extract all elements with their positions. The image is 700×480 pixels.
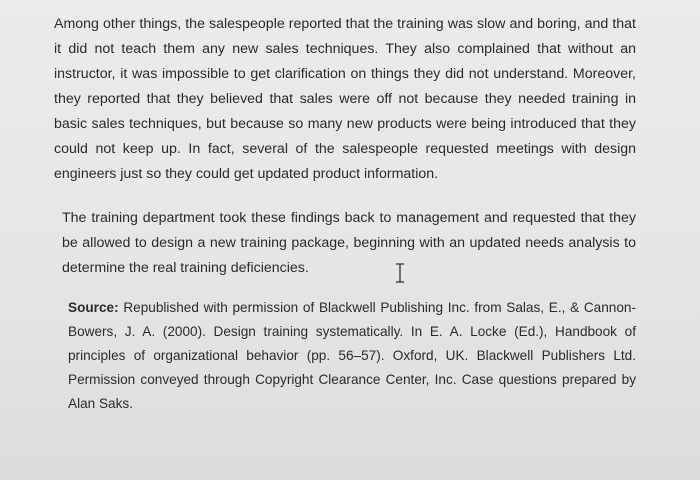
source-text: Republished with permission of Blackwell Publishing Inc. from Salas, E., & Cannon-Bowers, J. A. (2000). Design training systematically. In E. A. Locke (Ed.), Handbook of principles of organizational behavior (pp. 56–57). Oxford, UK. Blackwell Publishers Ltd. Permission conveyed through Copyright Clearance Center, Inc. Case questions prepared by Alan Saks. <box>68 300 636 411</box>
source-label: Source: <box>68 300 119 315</box>
paragraph-findings: Among other things, the salespeople reported that the training was slow and boring, and that it did not teach them any new sales techniques. They also complained that without an instructor, it was impossible to get clarification on things they did not understand. Moreover, they reported that they believed that sales were off not because they needed training in basic sales techniques, but because so many new products were being introduced that they could not keep up. In fact, several of the salespeople requested meetings with design engineers just so they could get updated product information. <box>54 16 636 182</box>
paragraph-training-department: The training department took these findings back to management and requested that they be allowed to design a new training package, beginning with an updated needs analysis to determine the real training deficiencies. <box>62 210 636 276</box>
text-cursor-icon <box>394 262 406 284</box>
source-citation <box>68 296 636 416</box>
